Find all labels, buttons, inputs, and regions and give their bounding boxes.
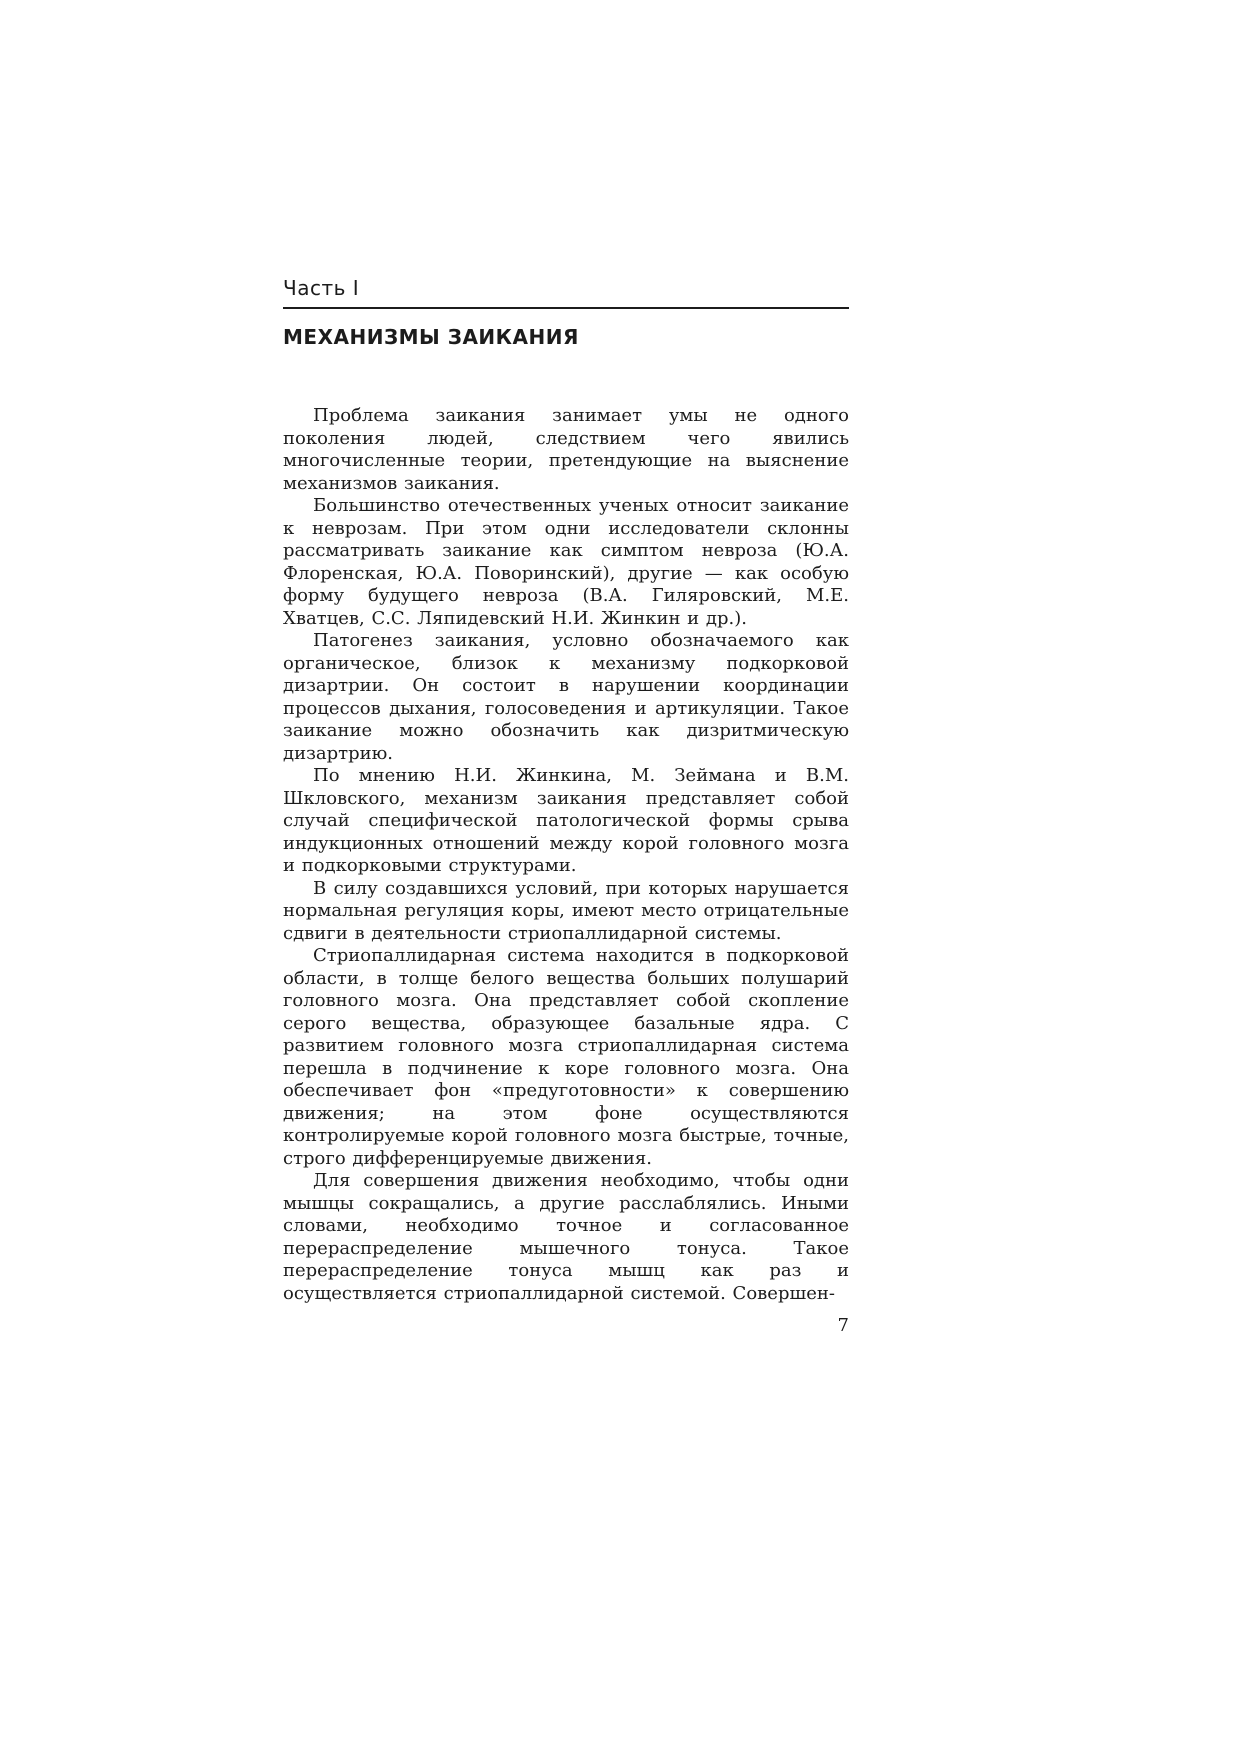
paragraph: Большинство отечественных ученых относит заикание к неврозам. При этом одни исследователи склонны рассматривать заикание как симптом невроза (Ю.А. Флоренская, Ю.А. Поворинский), другие — как особую форму будущего невроза (В.А. Гиляровский, М.Е. Хватцев, С.С. Ляпидевский Н.И. Жинкин и др.). bbox=[283, 495, 849, 629]
chapter-title: МЕХАНИЗМЫ ЗАИКАНИЯ bbox=[283, 325, 579, 349]
body-text bbox=[283, 405, 849, 1305]
paragraph: Патогенез заикания, условно обозначаемого как органическое, близок к механизму подкорковой дизартрии. Он состоит в нарушении координации процессов дыхания, голосоведения и артикуляции. Такое заикание можно обозначить как дизритмическую дизартрию. bbox=[283, 630, 849, 764]
paragraph: Для совершения движения необходимо, чтобы одни мышцы сокращались, а другие расслаблялись. Иными словами, необходимо точное и согласованное перераспределение мышечного тонуса. Такое перераспределение тонуса мышц как раз и осуществляется стриопаллидарной системой. Совершен- bbox=[283, 1170, 849, 1304]
paragraph: По мнению Н.И. Жинкина, М. Зеймана и В.М. Шкловского, механизм заикания представляет собой случай специфической патологической формы срыва индукционных отношений между корой головного мозга и подкорковыми структурами. bbox=[283, 765, 849, 876]
part-header bbox=[283, 276, 849, 309]
part-label: Часть I bbox=[283, 276, 360, 300]
page-number: 7 bbox=[837, 1315, 849, 1336]
page-content bbox=[283, 276, 849, 1336]
paragraph: Проблема заикания занимает умы не одного поколения людей, следствием чего явились многочисленные теории, претендующие на выяснение механизмов заикания. bbox=[283, 405, 849, 494]
paragraph: Стриопаллидарная система находится в подкорковой области, в толще белого вещества больших полушарий головного мозга. Она представляет собой скопление серого вещества, образующее базальные ядра. С развитием головного мозга стриопаллидарная система перешла в подчинение к коре головного мозга. Она обеспечивает фон «предуготовности» к совершению движения; на этом фоне осуществляются контролируемые корой головного мозга быстрые, точные, строго дифференцируемые движения. bbox=[283, 945, 849, 1169]
paragraph: В силу создавшихся условий, при которых нарушается нормальная регуляция коры, имеют место отрицательные сдвиги в деятельности стриопаллидарной системы. bbox=[283, 877, 849, 944]
